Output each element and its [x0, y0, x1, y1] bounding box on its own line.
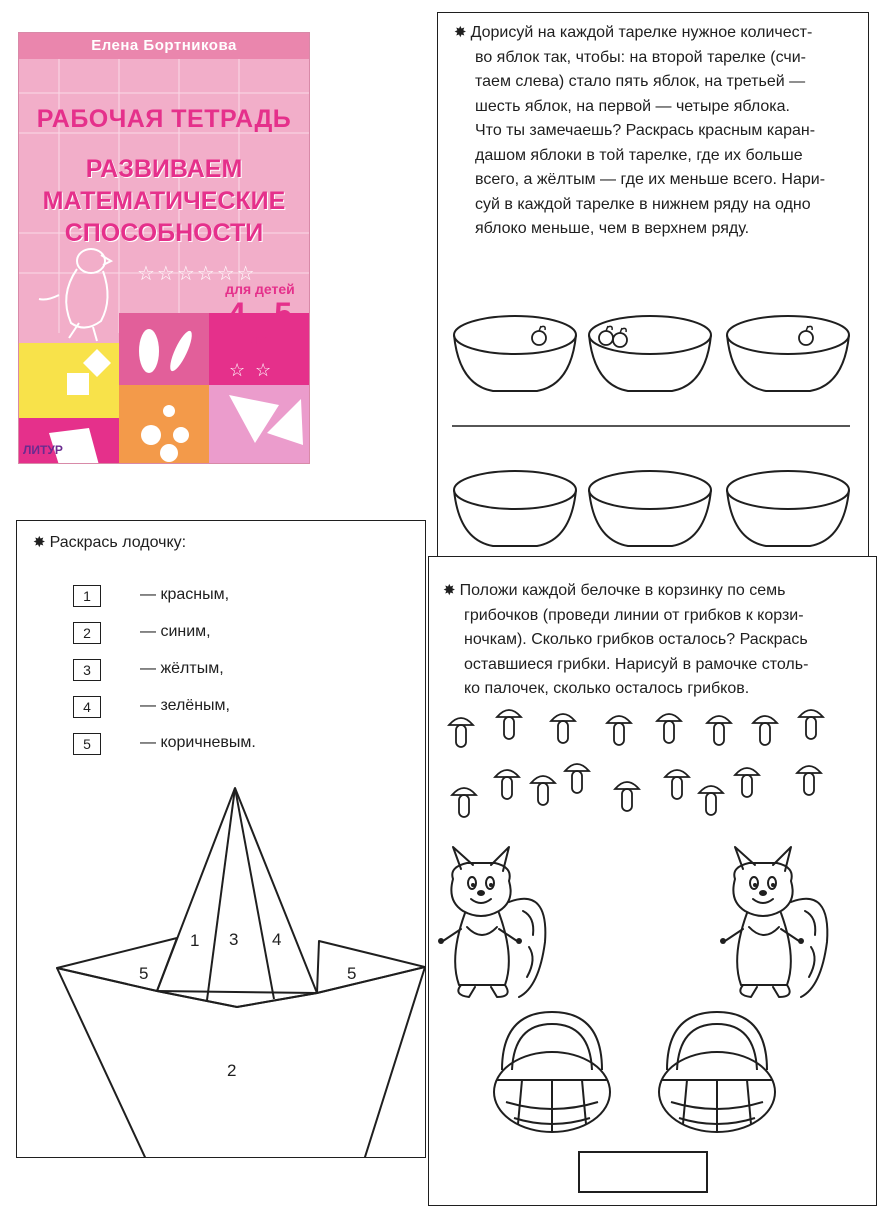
age-range: 4 - 5 [227, 296, 293, 332]
apples-page [437, 12, 869, 560]
squirrel-instruction-line: Положи каждой белочке в корзинку по семь [459, 582, 786, 599]
svg-text:☆: ☆ [255, 360, 272, 380]
paper-boat-drawing [17, 771, 426, 1158]
apple-icon [799, 326, 813, 345]
legend-color-label: — коричневым. [140, 734, 256, 751]
legend-number-box: 5 [73, 733, 101, 755]
region-label-1: 1 [190, 931, 200, 950]
apple-icon [599, 326, 613, 345]
cover-title-line: СПОСОБНОСТИ [64, 219, 264, 247]
mushroom-icon[interactable] [665, 770, 689, 799]
bowls-area [438, 298, 869, 560]
legend-number-box: 4 [73, 696, 101, 718]
boat-hull-outline [57, 967, 425, 1158]
basket-right [659, 1012, 775, 1132]
apples-instruction-line: яблоко меньше, чем в верхнем ряду. [475, 220, 750, 237]
pink-tile [119, 313, 209, 385]
legend-color-label: — красным, [140, 586, 230, 603]
mushroom-icon[interactable] [707, 716, 731, 745]
boat-page [16, 520, 426, 1158]
parrot-illustration [39, 249, 111, 341]
mushroom-icon[interactable] [607, 716, 631, 745]
squirrel-page [428, 556, 877, 1206]
region-label-5-right: 5 [347, 964, 357, 983]
mushroom-icon[interactable] [495, 770, 519, 799]
bullet-icon: ✸ [33, 534, 46, 551]
bowl-bottom-2[interactable] [589, 471, 711, 546]
region-label-3: 3 [229, 930, 239, 949]
age-prefix: для детей [225, 281, 295, 297]
mushroom-icon[interactable] [551, 714, 575, 743]
mushroom-icon[interactable] [449, 718, 473, 747]
cover-age-badge [214, 281, 306, 353]
apples-instruction-line: таем слева) стало пять яблок, на третьей — [475, 73, 806, 90]
bullet-icon: ✸ [443, 582, 456, 599]
squirrel-right [720, 847, 827, 997]
bowl-top-1[interactable] [454, 316, 576, 391]
age-suffix: лет [248, 331, 272, 347]
apples-instruction-line: шесть яблок, на первой — четыре яблока. [475, 97, 790, 115]
cover-publisher-logo: ЛИТУР [23, 443, 63, 457]
apples-instruction-line: суй в каждой тарелке в нижнем ряду на одно [475, 195, 811, 213]
cover-title-line: МАТЕМАТИЧЕСКИЕ [42, 187, 286, 215]
cover-author: Елена Бортникова [19, 33, 309, 59]
bullet-icon: ✸ [454, 24, 467, 41]
basket-left [494, 1012, 610, 1132]
squirrel-instruction-line: ночкам). Сколько грибков осталось? Раскрась [464, 631, 808, 648]
squirrel-instruction-line: оставшиеся грибки. Нарисуй в рамочке столь- [464, 655, 809, 673]
mushroom-icon[interactable] [735, 768, 759, 797]
legend-number-box: 1 [73, 585, 101, 607]
mushroom-icon[interactable] [531, 776, 555, 805]
cover-title-line: РАЗВИВАЕМ [85, 155, 243, 183]
region-label-5-left: 5 [139, 964, 149, 983]
mushroom-icon[interactable] [565, 764, 589, 793]
bowl-top-3[interactable] [727, 316, 849, 391]
squirrels-and-baskets [429, 842, 877, 1206]
legend-color-label: — жёлтым, [140, 660, 224, 677]
apples-instruction [454, 21, 864, 242]
squirrel-instruction [443, 579, 873, 702]
mushroom-icon[interactable] [615, 782, 639, 811]
apple-icon [613, 328, 627, 347]
sail-fold-line [235, 788, 274, 999]
legend-color-label: — зелёным, [140, 697, 230, 714]
apples-instruction-line: всего, а жёлтым — где их меньше всего. Нари- [475, 171, 826, 188]
cover-ellipse-shape [139, 329, 159, 373]
book-cover [18, 32, 310, 464]
bowl-bottom-1[interactable] [454, 471, 576, 546]
squirrel-instruction-line: грибочков (проведи линии от грибков к корзи- [464, 606, 804, 624]
cover-main-title [29, 153, 299, 249]
bowl-bottom-3[interactable] [727, 471, 849, 546]
cover-square-shape [67, 373, 89, 395]
squirrel-instruction-line: ко палочек, сколько осталось грибков. [464, 680, 750, 697]
mushroom-icon[interactable] [799, 710, 823, 739]
boat-deck-right [317, 941, 425, 993]
mushroom-icon[interactable] [797, 766, 821, 795]
mushroom-icon[interactable] [753, 716, 777, 745]
mushroom-icon[interactable] [497, 710, 521, 739]
apples-instruction-line: во яблок так, чтобы: на второй тарелке (счи- [475, 48, 806, 66]
apples-instruction-line: Что ты замечаешь? Раскрась красным каран- [475, 122, 816, 139]
cover-series-title: РАБОЧАЯ ТЕТРАДЬ [36, 105, 292, 133]
legend-color-label: — синим, [140, 623, 211, 640]
legend-number-box: 2 [73, 622, 101, 644]
apple-icon [532, 326, 546, 345]
answer-frame[interactable] [579, 1152, 707, 1192]
svg-text:☆: ☆ [229, 360, 246, 380]
apples-instruction-line: дашом яблоки в той тарелке, где их больше [475, 146, 803, 164]
sail-fold-line [207, 788, 235, 1000]
region-label-4: 4 [272, 930, 282, 949]
mushroom-icon[interactable] [699, 786, 723, 815]
legend-number-box: 3 [73, 659, 101, 681]
mushroom-icon[interactable] [452, 788, 476, 817]
mushroom-icon[interactable] [657, 714, 681, 743]
mushrooms-area [429, 697, 877, 837]
apples-instruction-line: Дорисуй на каждой тарелке нужное количест- [470, 24, 813, 41]
cover-stars: ☆☆☆☆☆☆ [137, 263, 257, 285]
squirrel-left [438, 847, 545, 997]
boat-sail-outline [157, 788, 317, 1007]
boat-instruction: Раскрась лодочку: [49, 534, 187, 551]
region-label-2: 2 [227, 1061, 237, 1080]
